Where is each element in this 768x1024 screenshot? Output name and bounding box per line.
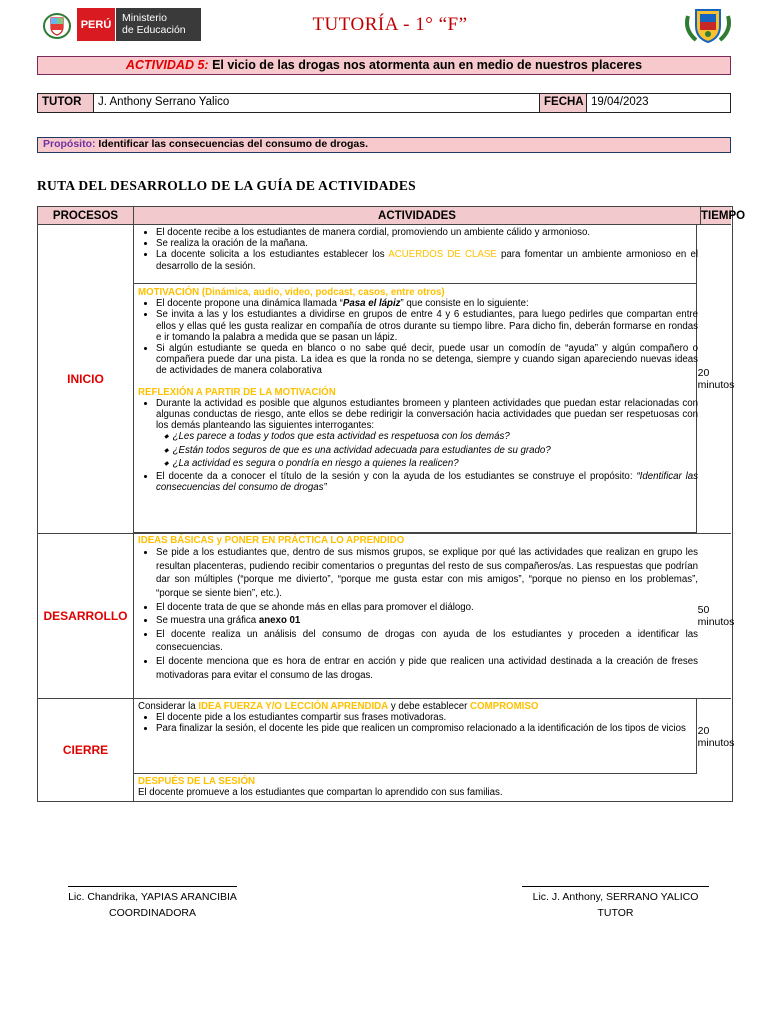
list-item: • Se invita a las y los estudiantes a dividirse en grupos de entre 4 y 6 estudiantes, para luego pedirles que compartan entre ellos y ellas qué les gusta realizar en compañía de otros durante su tiempo libre. Para dicho fin, deberán formarse en rondas e ir tomando la palabra a medida que se pasan un lápiz. xyxy=(156,309,698,343)
list-item: • El docente pide a los estudiantes compartir sus frases motivadoras. xyxy=(156,712,698,723)
desarrollo-cell xyxy=(134,535,701,682)
ministry-line-2: de Educación xyxy=(122,24,186,36)
list-item: • Para finalizar la sesión, el docente les pide que realicen un compromiso relacionado a la identificación de los tipos de vicios xyxy=(156,723,698,734)
list-item: • El docente recibe a los estudiantes de manera cordial, promoviendo un ambiente cálido y armonioso. xyxy=(156,227,698,238)
question-item: ◆ ¿La actividad es segura o pondría en riesgo a quienes la realicen? xyxy=(174,458,698,471)
despues-title: DESPUÉS DE LA SESIÓN xyxy=(138,776,255,787)
tutor-label: TUTOR xyxy=(38,94,94,112)
ministry-label xyxy=(115,8,201,41)
peru-shield-icon xyxy=(37,8,77,41)
row-divider xyxy=(38,533,731,534)
signature-line xyxy=(522,886,709,887)
page-title: TUTORÍA - 1° “F” xyxy=(312,14,468,35)
signature-role: COORDINADORA xyxy=(109,907,196,919)
section-heading: RUTA DEL DESARROLLO DE LA GUÍA DE ACTIVIDADES xyxy=(37,178,416,193)
process-desarrollo: DESARROLLO xyxy=(38,534,134,698)
ministry-line-1: Ministerio xyxy=(122,12,167,24)
date-value: 19/04/2023 xyxy=(591,96,649,108)
school-crest-icon xyxy=(684,4,732,46)
signature-name: Lic. J. Anthony, SERRANO YALICO xyxy=(532,891,699,903)
purpose-text: Identificar las consecuencias del consumo de drogas. xyxy=(95,138,369,150)
cierre-cell xyxy=(134,701,701,735)
minedu-logo xyxy=(37,8,201,41)
header-tiempo: TIEMPO xyxy=(701,207,731,225)
tutor-name: J. Anthony Serrano Yalico xyxy=(94,94,540,112)
desarrollo-title: IDEAS BÁSICAS y PONER EN PRÁCTICA LO APRENDIDO xyxy=(138,535,405,546)
time-desarrollo: 50 minutos xyxy=(697,604,735,628)
activities-table xyxy=(37,206,746,802)
list-item: • El docente trata de que se ahonde más en ellas para promover el diálogo. xyxy=(156,601,698,615)
despues-text: El docente promueve a los estudiantes que compartan lo aprendido con sus familias. xyxy=(138,787,503,799)
purpose-banner xyxy=(37,137,731,153)
question-item: ◆ ¿Les parece a todas y todos que esta actividad es respetuosa con los demás? xyxy=(174,431,698,444)
anexo-label: anexo 01 xyxy=(258,615,301,627)
activity-title: El vicio de las drogas nos atormenta aun en medio de nuestros placeres xyxy=(212,58,643,72)
list-item: • Se realiza la oración de la mañana. xyxy=(156,238,698,249)
cierre-intro: Considerar la IDEA FUERZA Y/O LECCIÓN APRENDIDA y debe establecer COMPROMISO xyxy=(138,701,539,712)
list-item: • Se pide a los estudiantes que, dentro de sus mismos grupos, se explique por qué las actividades que realizan en grupo les resultan placenteras, pudiendo recibir comentarios o preguntas del resto de sus compañeros/as. Las respuestas que podrían dar son múltiples (“porque me divierto”, “porque me gusta estar con mis amigos”, “porque no pienso en los problemas”, “porque se siente bien”, etc.). xyxy=(156,546,698,600)
signature-coordinator xyxy=(60,886,245,921)
date-label: FECHA xyxy=(540,94,587,112)
signature-tutor xyxy=(518,886,713,921)
inicio-intro xyxy=(134,227,701,272)
process-inicio: INICIO xyxy=(38,225,134,533)
game-name: Pasa el lápiz xyxy=(342,298,401,310)
header-actividades: ACTIVIDADES xyxy=(134,207,701,225)
info-row xyxy=(37,93,731,113)
signature-role: TUTOR xyxy=(597,907,634,919)
acuerdos-highlight: ACUERDOS DE CLASE xyxy=(388,249,497,261)
list-item: • Se muestra una gráfica anexo 01 xyxy=(156,614,698,628)
signature-line xyxy=(68,886,237,887)
inicio-motivacion xyxy=(134,287,701,493)
list-item: • El docente menciona que es hora de entrar en acción y pide que realicen una actividad destinada a la creación de freses motivadoras para evitar el consumo de las drogas. xyxy=(156,655,698,682)
activity-banner xyxy=(37,56,731,75)
activity-label: ACTIVIDAD 5: xyxy=(125,58,209,72)
list-item: • Durante la actividad es posible que algunos estudiantes bromeen y planteen actividades que puedan estar relacionadas con algunas conductas de riesgo, ante ellos se debe redirigir la conversación hacia actividades que puedan ser respetuosas con los demás planteando las siguientes interrogantes: xyxy=(156,398,698,432)
motivacion-title: MOTIVACIÓN (Dinámica, audio, video, podcast, casos, entre otros) xyxy=(138,287,445,298)
list-item: • El docente propone una dinámica llamada “Pasa el lápiz” que consiste en lo siguiente: xyxy=(156,298,698,309)
list-item: • La docente solicita a los estudiantes establecer los ACUERDOS DE CLASE para fomentar un ambiente armonioso en el desarrollo de la sesión. xyxy=(156,249,698,271)
time-cierre: 20 minutos xyxy=(697,724,735,749)
header-procesos: PROCESOS xyxy=(38,207,134,225)
peru-label: PERÚ xyxy=(77,8,115,41)
list-item: • Si algún estudiante se queda en blanco o no sabe qué decir, puede usar un comodín de “ayuda” y algún compañero o compañera puede dar una pista. La idea es que la ronda no se detenga, siempre y cuando sigan apareciendo nuevas ideas de actividades de manera colaborativa xyxy=(156,343,698,377)
process-cierre: CIERRE xyxy=(38,699,134,801)
signature-name: Lic. Chandrika, YAPIAS ARANCIBIA xyxy=(68,891,237,903)
list-item: • El docente da a conocer el título de la sesión y con la ayuda de los estudiantes se construye el propósito: “Identificar las consecuencias del consumo de drogas” xyxy=(156,471,698,493)
time-inicio: 20 minutos xyxy=(697,367,735,391)
despues-cell xyxy=(134,776,701,798)
question-item: ◆ ¿Están todos seguros de que es una actividad adecuada para estudiantes de su grado? xyxy=(174,445,698,458)
purpose-label: Propósito: xyxy=(43,138,96,150)
list-item: • El docente realiza un análisis del consumo de drogas con ayuda de los estudiantes y proceden a identificar las consecuencias. xyxy=(156,628,698,655)
reflexion-title: REFLEXIÓN A PARTIR DE LA MOTIVACIÓN xyxy=(138,386,336,398)
